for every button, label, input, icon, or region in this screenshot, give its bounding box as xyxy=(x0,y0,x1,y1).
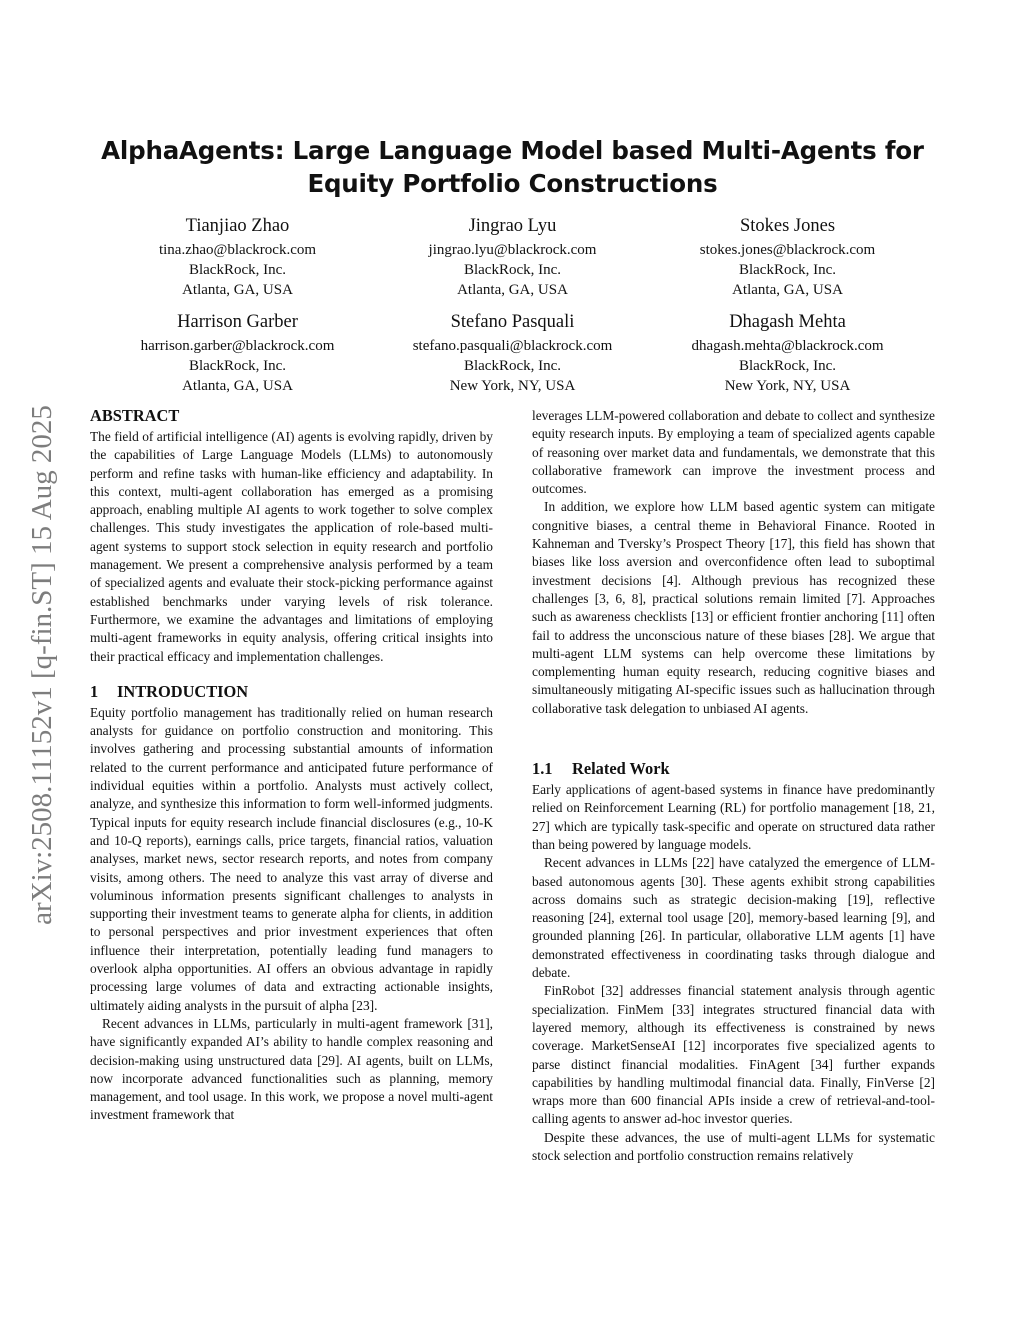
intro-paragraph-1: Equity portfolio management has traditionally relied on human research analysts for guidance on portfolio construction and monitoring. This involves gathering and processing substantial amounts of information related to the current performance and anticipated future performance of individual equities within a portfolio. Analysts must actively collect, analyze, and synthesize this information to form well-informed judgments. Typical inputs for equity research include financial disclosures (e.g., 10-K and 10-Q reports), earnings calls, price targets, financial ratios, valuation analyses, market news, sector research reports, and notes from company visits, among others. The need to analyze this vast array of diverse and voluminous information presents significant challenges to analysts in supporting their investment teams to generate alpha for clients, in addition to personal perspectives and prior investment experiences that often influence their interpretation, potentially leading fund managers to overlook alpha opportunities. AI offers an obvious advantage in rapidly processing large volumes of data and extracting actionable insights, ultimately aiding analysts in the pursuit of alpha [23]. xyxy=(90,704,493,1013)
author-name: Jingrao Lyu xyxy=(468,216,557,236)
subsection-title: Related Work xyxy=(572,759,670,779)
left-column xyxy=(90,405,493,1125)
section-title: INTRODUCTION xyxy=(117,681,249,701)
author-block xyxy=(375,214,650,300)
author-block xyxy=(375,310,650,396)
intro-paragraph-2: Recent advances in LLMs, particularly in multi-agent framework [31], have significantly expanded AI’s ability to handle complex reasoning and decision-making using unstructured data [29]. AI agents, built on LLMs, now incorporate advanced functionalities such as planning, memory management, and tool usage. In this work, we propose a novel multi-agent investment framework that xyxy=(90,1015,493,1123)
author-row-2 xyxy=(100,310,925,396)
abstract-heading: ABSTRACT xyxy=(90,406,180,425)
author-location: Atlanta, GA, USA xyxy=(457,282,568,298)
author-email: tina.zhao@blackrock.com xyxy=(158,242,317,258)
author-name: Dhagash Mehta xyxy=(729,312,846,332)
author-name: Stokes Jones xyxy=(739,216,836,236)
author-org: BlackRock, Inc. xyxy=(463,262,562,278)
author-row-1 xyxy=(100,214,925,300)
arxiv-identifier-stamp: arXiv:2508.11152v1 [q-fin.ST] 15 Aug 2025 xyxy=(26,405,58,925)
subsection-number: 1.1 xyxy=(532,759,553,779)
author-org: BlackRock, Inc. xyxy=(738,358,837,374)
related-paragraph-4: Despite these advances, the use of multi-agent LLMs for systematic stock selection and portfolio construction remains relatively xyxy=(532,1129,935,1163)
related-paragraph-3: FinRobot [32] addresses financial statement analysis through agentic specialization. FinMem [33] integrates structured financial data with layered memory, although its effectiveness is constrained by news coverage. MarketSenseAI [12] incorporates five specialized agents to parse distinct financial modalities. FinAgent [34] further expands capabilities by handling multimodal financial data. Finally, FinVerse [2] wraps more than 600 financial APIs inside a crew of retrieval-and-tool-calling agents to answer ad-hoc investor queries. xyxy=(532,983,935,1127)
right-column xyxy=(532,407,935,1165)
title-line-2: Equity Portfolio Constructions xyxy=(307,169,718,198)
paper-title xyxy=(90,134,935,200)
author-name: Harrison Garber xyxy=(177,312,298,332)
author-location: New York, NY, USA xyxy=(724,378,851,394)
intro-paragraph-3: leverages LLM-powered collaboration and debate to collect and synthesize equity research inputs. By employing a team of specialized agents capable of reasoning over market data and fundamentals, we demonstrate that this collaborative framework can improve the investment process and outcomes. xyxy=(532,408,935,497)
author-email: stokes.jones@blackrock.com xyxy=(699,242,876,258)
author-block xyxy=(650,310,925,396)
author-org: BlackRock, Inc. xyxy=(188,358,287,374)
title-line-1: AlphaAgents: Large Language Model based Multi-Agents for xyxy=(101,136,924,165)
related-paragraph-1: Early applications of agent-based systems in finance have predominantly relied on Reinforcement Learning (RL) for portfolio management [18, 21, 27] which are typically task-specific and operate on structured data rather than being powered by language models. xyxy=(532,782,935,852)
author-block xyxy=(650,214,925,300)
related-work-heading xyxy=(532,758,935,780)
author-email: stefano.pasquali@blackrock.com xyxy=(412,338,613,354)
author-name: Stefano Pasquali xyxy=(450,312,575,332)
intro-heading xyxy=(90,681,493,703)
author-email: jingrao.lyu@blackrock.com xyxy=(428,242,597,258)
author-org: BlackRock, Inc. xyxy=(463,358,562,374)
author-location: Atlanta, GA, USA xyxy=(182,282,293,298)
author-org: BlackRock, Inc. xyxy=(738,262,837,278)
author-block xyxy=(100,214,375,300)
related-paragraph-2: Recent advances in LLMs [22] have catalyzed the emergence of LLM-based autonomous agents [30]. These agents exhibit strong capabilities across domains such as strategic decision-making [19], reflective reasoning [24], external tool usage [20], memory-based learning [9], and grounded planning [26]. In particular, ollaborative LLM agents [1] have demonstrated effectiveness in coordinating tasks through dialogue and debate. xyxy=(532,855,935,981)
section-number: 1 xyxy=(90,681,99,701)
author-block xyxy=(100,310,375,396)
author-email: dhagash.mehta@blackrock.com xyxy=(691,338,884,354)
author-location: Atlanta, GA, USA xyxy=(732,282,843,298)
intro-paragraph-4: In addition, we explore how LLM based agentic system can mitigate congnitive biases, a central theme in Behavioral Finance. Rooted in Kahneman and Tversky’s Prospect Theory [17], this field has shown that biases like loss aversion and overconfidence often lead to suboptimal investment decisions [4]. Although previous has recognized these challenges [3, 6, 8], practical solutions remain limited [7]. Approaches such as awareness checklists [13] or efficient frontier anchoring [11] often fail to address the unconscious nature of these biases [28]. We argue that multi-agent LLM systems can help overcome these limitations by complementing human equity research, reducing cognitive biases and simultaneously mitigating AI-specific issues such as hallucination through collaborative task delegation to unbiased AI agents. xyxy=(532,499,935,716)
author-email: harrison.garber@blackrock.com xyxy=(140,338,335,354)
author-name: Tianjiao Zhao xyxy=(185,216,290,236)
author-org: BlackRock, Inc. xyxy=(188,262,287,278)
abstract-text: The field of artificial intelligence (AI) agents is evolving rapidly, driven by the capabilities of Large Language Models (LLMs) to autonomously perform and refine tasks with human-like efficiency and adaptability. In this context, multi-agent collaboration has emerged as a promising approach, enabling multiple AI agents to work together to solve complex challenges. This study investigates the application of role-based multi-agent systems to support stock selection in equity research and portfolio management. We present a comprehensive analysis performed by a team of specialized agents and evaluate their stock-picking performance against established benchmarks under varying levels of risk tolerance. Furthermore, we examine the advantages and limitations of employing multi-agent frameworks in equity analysis, offering critical insights into their practical efficacy and implementation challenges. xyxy=(90,429,493,664)
author-location: New York, NY, USA xyxy=(449,378,576,394)
author-location: Atlanta, GA, USA xyxy=(182,378,293,394)
